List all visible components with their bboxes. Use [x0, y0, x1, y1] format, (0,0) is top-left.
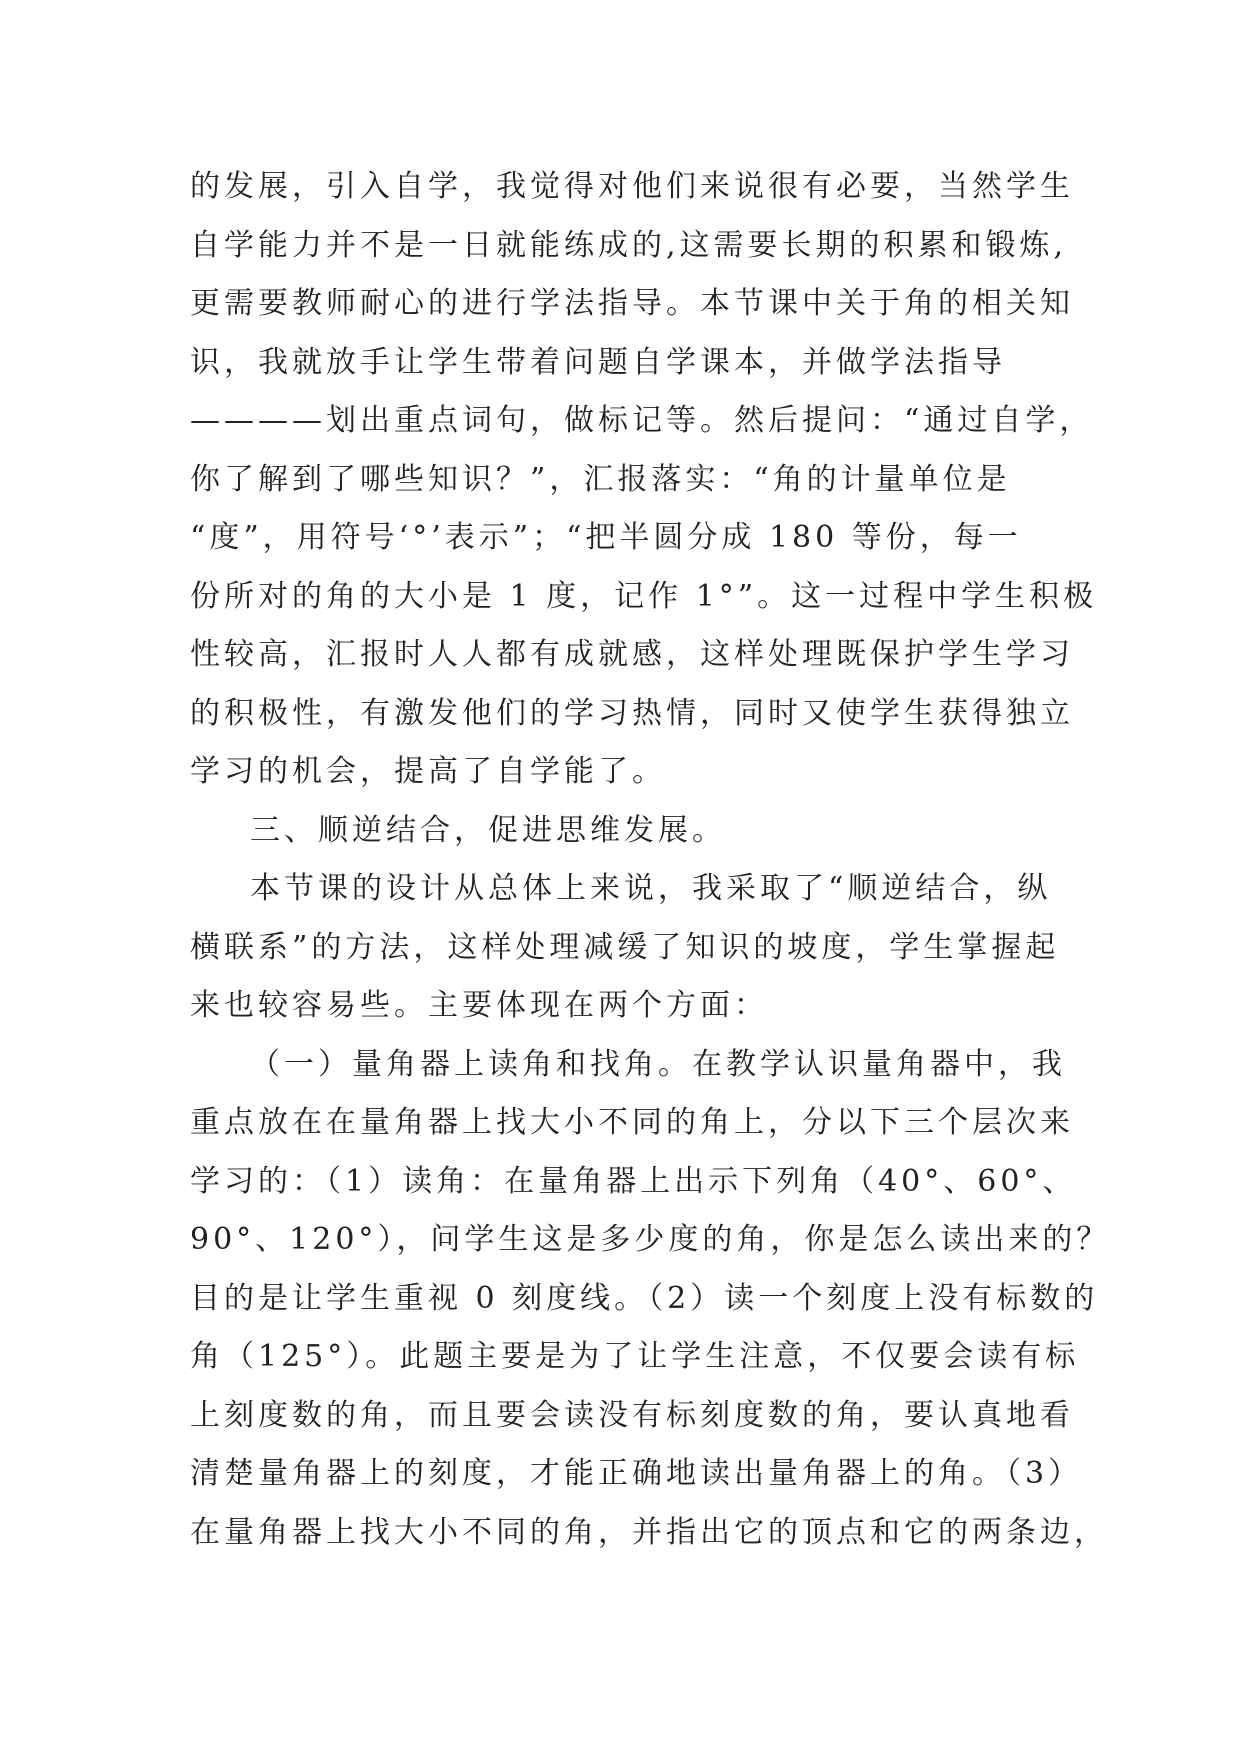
text-line: 90°、120°），问学生这是多少度的角，你是怎么读出来的？	[190, 1222, 1111, 1257]
text-line: 三、顺逆结合，促进思维发展。	[250, 812, 726, 848]
text-line: 上刻度数的角，而且要会读没有标刻度数的角，要认真地看	[190, 1397, 1074, 1433]
text-line: 你了解到了哪些知识？”，汇报落实：“角的计量单位是	[190, 461, 1011, 497]
text-line: 横联系”的方法，这样处理减缓了知识的坡度，学生掌握起	[190, 929, 1060, 965]
text-line: 份所对的角的大小是 1 度，记作 1°”。这一过程中学生积极	[190, 578, 1098, 614]
text-line: “度”，用符号‘°’表示”；“把半圆分成 180 等份，每一	[190, 520, 1022, 555]
text-line: 目的是让学生重视 0 刻度线。（2）读一个刻度上没有标数的	[190, 1280, 1099, 1316]
text-line: 识，我就放手让学生带着问题自学课本，并做学法指导	[190, 344, 1006, 380]
text-line: ————划出重点词句，做标记等。然后提问：“通过自学，	[190, 403, 1094, 438]
text-line: 重点放在在量角器上找大小不同的角上，分以下三个层次来	[190, 1105, 1074, 1140]
text-line: 学习的机会，提高了自学能了。	[190, 754, 666, 789]
text-line: 在量角器上找大小不同的角，并指出它的顶点和它的两条边，	[190, 1514, 1108, 1550]
text-line: 性较高，汇报时人人都有成就感，这样处理既保护学生学习	[190, 637, 1074, 672]
text-line: 自学能力并不是一日就能练成的,这需要长期的积累和锻炼,	[190, 227, 1068, 263]
text-line: 本节课的设计从总体上来说，我采取了“顺逆结合，纵	[250, 871, 1052, 906]
text-line: 学习的：（1）读角：在量角器上出示下列角（40°、60°、	[190, 1163, 1077, 1199]
text-line: 清楚量角器上的刻度，才能正确地读出量角器上的角。（3）	[190, 1456, 1083, 1491]
text-line: 的积极性，有激发他们的学习热情，同时又使学生获得独立	[190, 695, 1074, 731]
text-line: 角（125°）。此题主要是为了让学生注意，不仅要会读有标	[190, 1339, 1080, 1374]
text-line: 更需要教师耐心的进行学法指导。本节课中关于角的相关知	[190, 286, 1074, 321]
text-line: 来也较容易些。主要体现在两个方面：	[190, 988, 768, 1023]
text-line: 的发展，引入自学，我觉得对他们来说很有必要，当然学生	[190, 169, 1074, 204]
body-text	[190, 158, 1111, 1562]
text-line: （一）量角器上读角和找角。在教学认识量角器中，我	[250, 1046, 1066, 1082]
